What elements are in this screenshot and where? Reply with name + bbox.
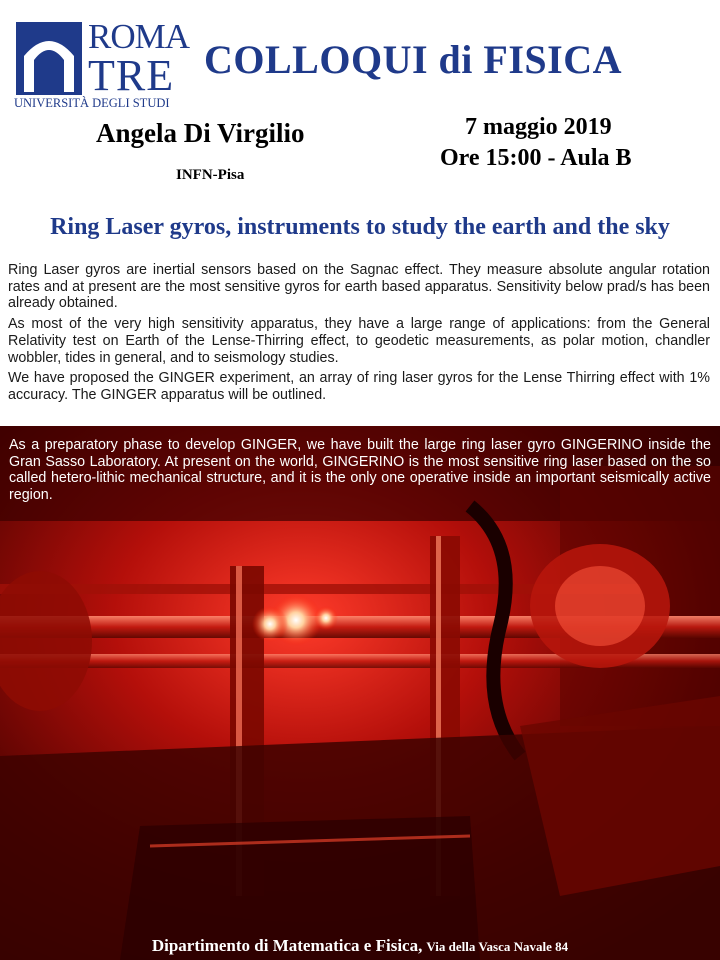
abstract-paragraph: As most of the very high sensitivity apparatus, they have a large range of applications: from the General Relativity test on Earth of the Lense-Thirring effect, to geodetic measurements, as polar motion, chandler wobbler, tides in general, and to seismology studies. xyxy=(8,316,710,366)
lab-photo xyxy=(0,426,720,960)
logo-roma-text: ROMA xyxy=(88,17,190,56)
abstract-paragraph: We have proposed the GINGER experiment, an array of ring laser gyros for the Lense Thirring effect with 1% accuracy. The GINGER apparatus will be outlined. xyxy=(8,370,710,403)
abstract-paragraph: Ring Laser gyros are inertial sensors based on the Sagnac effect. They measure absolute angular rotation rates and at present are the most sensitive gyros for earth based apparatus. Sensitivity below prad/s has been already obtained. xyxy=(8,262,710,312)
university-emblem-icon xyxy=(14,18,84,96)
event-date: 7 maggio 2019 xyxy=(465,114,612,140)
ring-laser-photo-illustration xyxy=(0,426,720,960)
department-address: Via della Vasca Navale 84 xyxy=(426,939,569,954)
university-logo xyxy=(14,17,190,110)
speaker-affiliation: INFN-Pisa xyxy=(176,167,245,183)
speaker-name: Angela Di Virgilio xyxy=(96,118,305,148)
footer xyxy=(0,936,720,956)
department-name: Dipartimento di Matematica e Fisica, xyxy=(151,936,423,955)
event-time-room: Ore 15:00 - Aula B xyxy=(440,145,632,171)
series-title: COLLOQUI di FISICA xyxy=(204,37,622,82)
abstract xyxy=(8,262,710,408)
photo-caption: As a preparatory phase to develop GINGER, we have built the large ring laser gyro GINGERINO inside the Gran Sasso Laboratory. At present on the world, GINGERINO is the most sensitive ring laser based on the so called hetero-lithic mechanical structure, and it is the only one operative inside an important seismically active region. xyxy=(9,437,711,504)
logo-tre-text: TRE xyxy=(88,51,175,100)
talk-title: Ring Laser gyros, instruments to study the earth and the sky xyxy=(50,214,670,240)
logo-university-text: UNIVERSITÀ DEGLI STUDI xyxy=(14,96,170,110)
